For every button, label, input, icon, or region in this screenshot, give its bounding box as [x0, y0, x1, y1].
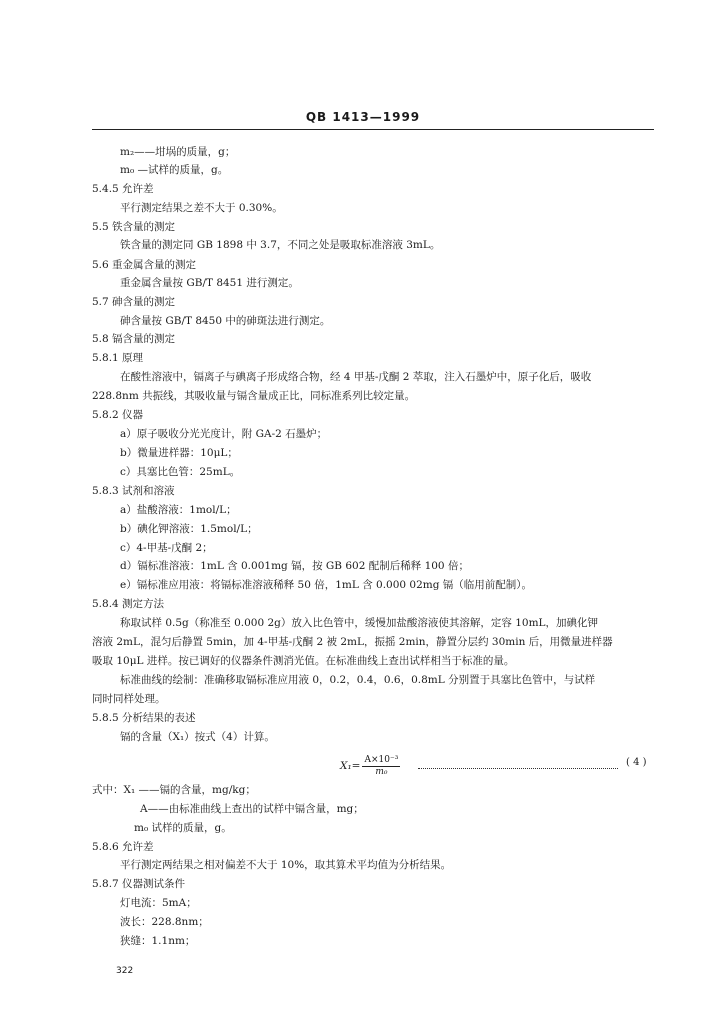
- section-heading: 5.8 镉含量的测定: [92, 333, 176, 345]
- text-line: A——由标准曲线上查出的试样中镉含量，mg；: [140, 803, 364, 815]
- section-heading: 5.5 铁含量的测定: [92, 221, 176, 233]
- page-number: 322: [116, 966, 134, 976]
- text-line: 平行测定结果之差不大于 0.30%。: [120, 202, 283, 214]
- text-line: 228.8nm 共振线，其吸收量与镉含量成正比，同标准系列比较定量。: [92, 390, 416, 402]
- section-heading: 5.8.3 试剂和溶液: [92, 485, 175, 497]
- text-line: 同时同样处理。: [92, 693, 166, 705]
- text-line: 波长：228.8nm；: [120, 916, 209, 928]
- section-heading: 5.8.7 仪器测试条件: [92, 878, 186, 890]
- text-line: m₂——坩埚的质量，g；: [120, 146, 236, 158]
- header-rule: [92, 129, 654, 130]
- text-line: 称取试样 0.5g（称准至 0.000 2g）放入比色管中，缓慢加盐酸溶液使其溶解，定容 10mL，加碘化钾: [120, 617, 599, 629]
- formula-denominator: m₀: [375, 766, 388, 777]
- text-line: 狭缝：1.1nm；: [120, 935, 196, 947]
- list-item: c）4-甲基-戊酮 2；: [120, 542, 213, 554]
- text-line: 砷含量按 GB/T 8450 中的砷斑法进行测定。: [120, 315, 331, 327]
- text-line: 溶液 2mL，混匀后静置 5min，加 4-甲基-戊酮 2 被 2mL，振摇 2min，静置分层约 30min 后，用微量进样器: [92, 636, 613, 648]
- text-line: 重金属含量按 GB/T 8451 进行测定。: [120, 277, 299, 289]
- equation-number: ( 4 ): [626, 757, 647, 768]
- section-heading: 5.8.6 允许差: [92, 841, 154, 853]
- section-heading: 5.4.5 允许差: [92, 183, 154, 195]
- dot-leader: [418, 758, 618, 769]
- list-item: e）镉标准应用液：将镉标准溶液稀释 50 倍，1mL 含 0.000 02mg 镉（临用前配制）。: [120, 579, 533, 591]
- standard-code-header: QB 1413—1999: [305, 110, 421, 124]
- formula-fraction: [362, 755, 400, 778]
- section-heading: 5.8.5 分析结果的表述: [92, 712, 196, 724]
- section-heading: 5.8.2 仪器: [92, 409, 144, 421]
- list-item: a）盐酸溶液：1mol/L；: [120, 504, 237, 516]
- text-line: 在酸性溶液中，镉离子与碘离子形成络合物，经 4 甲基-戊酮 2 萃取，注入石墨炉中，原子化后，吸收: [120, 371, 592, 383]
- list-item: b）碘化钾溶液：1.5mol/L；: [120, 523, 258, 535]
- text-line: 铁含量的测定同 GB 1898 中 3.7，不同之处是吸取标准溶液 3mL。: [120, 239, 441, 251]
- section-heading: 5.7 砷含量的测定: [92, 296, 176, 308]
- text-line: 平行测定两结果之相对偏差不大于 10%，取其算术平均值为分析结果。: [120, 859, 452, 871]
- text-line: 灯电流：5mA；: [120, 897, 197, 909]
- text-line: 镉的含量（X₁）按式（4）计算。: [120, 731, 275, 743]
- text-line: 式中：X₁ ——镉的含量，mg/kg；: [92, 784, 256, 796]
- list-item: d）镉标准溶液：1mL 含 0.001mg 镉，按 GB 602 配制后稀释 100 倍；: [120, 560, 469, 572]
- section-heading: 5.8.4 测定方法: [92, 598, 165, 610]
- section-heading: 5.6 重金属含量的测定: [92, 259, 197, 271]
- list-item: c）具塞比色管：25mL。: [120, 466, 241, 478]
- text-line: 标准曲线的绘制：准确移取镉标准应用液 0，0.2，0.4，0.6，0.8mL 分别置于具塞比色管中，与试样: [120, 674, 596, 686]
- text-line: m₀ 试样的质量，g。: [134, 822, 232, 834]
- list-item: a）原子吸收分光光度计，附 GA-2 石墨炉；: [120, 428, 328, 440]
- list-item: b）微量进样器：10μL；: [120, 447, 238, 459]
- text-line: 吸取 10μL 进样。按已调好的仪器条件测消光值。在标准曲线上查出试样相当于标准的量。: [92, 655, 515, 667]
- text-line: m₀ —试样的质量，g。: [120, 164, 229, 176]
- formula-numerator: A×10⁻³: [364, 754, 399, 765]
- formula-lhs: X₁=: [340, 760, 361, 772]
- formula-4: [340, 751, 400, 781]
- section-heading: 5.8.1 原理: [92, 352, 144, 364]
